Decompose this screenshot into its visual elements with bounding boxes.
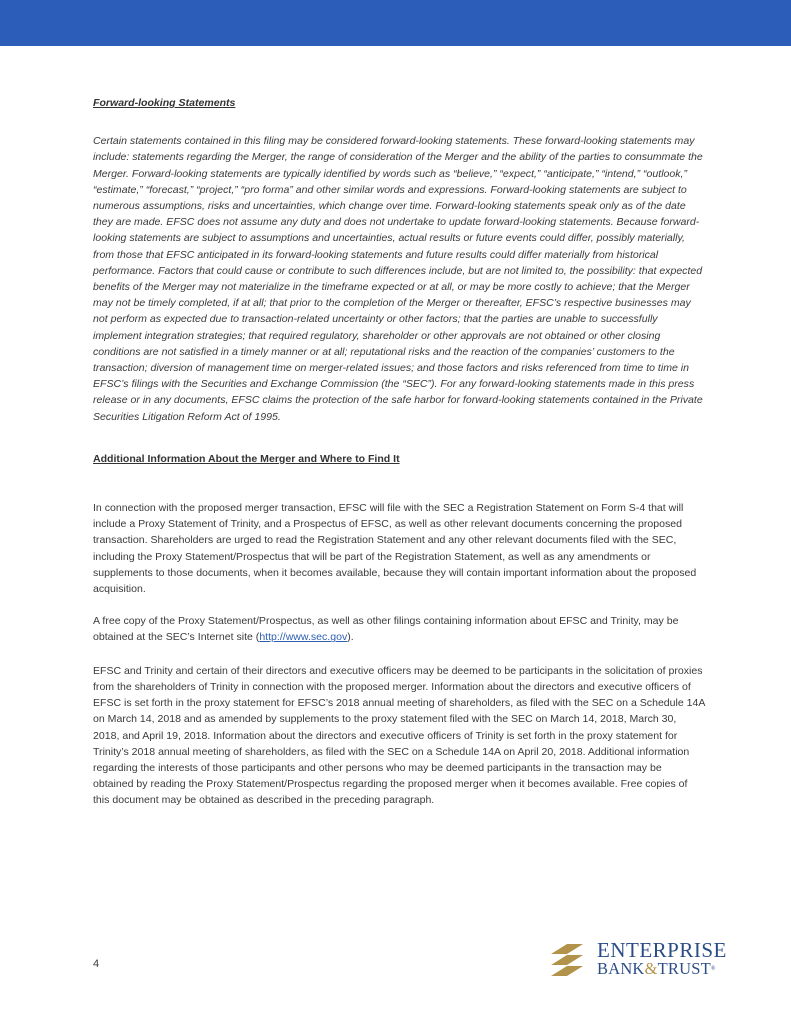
additional-info-paragraph-1: In connection with the proposed merger transaction, EFSC will file with the SEC a Registration Statement on Form S-4 that will include a Proxy Statement of Trinity, and a Prospectus of EFSC, as well as other relevant documents concerning the proposed transaction. Shareholders are urged to read the Registration Statement and any other relevant documents filed with the SEC, including the Proxy Statement/Prospectus that will be part of the Registration Statement, as well as any amendments or supplements to those documents, when it becomes available, because they will contain important information about the proposed acquisition. bbox=[93, 502, 697, 596]
logo-trust-word: TRUST bbox=[657, 959, 711, 978]
additional-info-heading: Additional Information About the Merger and Where to Find It bbox=[93, 452, 400, 465]
paragraph-2-closing: ). bbox=[347, 631, 354, 644]
logo-registered-mark: ® bbox=[710, 966, 716, 972]
enterprise-bank-logo bbox=[549, 940, 739, 980]
additional-info-paragraph-3: EFSC and Trinity and certain of their directors and executive officers may be deemed to be participants in the solicitation of proxies from the shareholders of Trinity in connection with the proposed merger. Information about the directors and executive officers of EFSC is set forth in the proxy statement for EFSC’s 2018 annual meeting of shareholders, as filed with the SEC on a Schedule 14A on March 14, 2018 and as amended by supplements to the proxy statement filed with the SEC on March 14, 2018, March 30, 2018, and April 19, 2018. Information about the directors and executive officers of Trinity is set forth in the proxy statement for Trinity’s 2018 annual meeting of shareholders, as filed with the SEC on a Schedule 14A on April 20, 2018. Additional information regarding the interests of those participants and other persons who may be deemed participants in the transaction may be obtained by reading the Proxy Statement/Prospectus regarding the proposed merger when it becomes available. Free copies of this document may be obtained as described in the preceding paragraph. bbox=[93, 664, 705, 807]
logo-enterprise-text: ENTERPRISE bbox=[597, 938, 727, 962]
additional-info-paragraph-2 bbox=[93, 613, 705, 645]
sec-website-link[interactable]: http://www.sec.gov bbox=[259, 631, 348, 644]
logo-bank-trust-text bbox=[597, 960, 716, 978]
document-body bbox=[93, 95, 705, 809]
logo-stripes-icon bbox=[549, 942, 591, 978]
forward-looking-body: Certain statements contained in this filing may be considered forward-looking statements. These forward-looking statements may include: statements regarding the Merger, the range of consideration of the Merger and the ability of the parties to consummate the Merger. Forward-looking statements are typically identified by words such as “believe,” “expect,” “anticipate,” “intend,” “outlook,” “estimate,” “forecast,” “project,” “pro forma” and other similar words and expressions. Forward-looking statements are subject to numerous assumptions, risks and uncertainties, which change over time. Forward-looking statements speak only as of the date they are made. EFSC does not assume any duty and does not undertake to update forward-looking statements. Because forward-looking statements are subject to assumptions and uncertainties, actual results or future events could differ, possibly materially, from those that EFSC anticipated in its forward-looking statements and future results could differ materially from historical performance. Factors that could cause or contribute to such differences include, but are not limited to, the possibility: that expected benefits of the Merger may not materialize in the timeframe expected or at all, or may be more costly to achieve; that the Merger may not be timely completed, if at all; that prior to the completion of the Merger or thereafter, EFSC’s respective businesses may not perform as expected due to transaction-related uncertainty or other factors; that the parties are unable to successfully implement integration strategies; that required regulatory, shareholder or other approvals are not obtained or other closing conditions are not satisfied in a timely manner or at all; reputational risks and the reaction of the companies’ customers to the transaction; diversion of management time on merger-related issues; and those factors and risks referenced from time to time in EFSC’s filings with the Securities and Exchange Commission (the “SEC”). For any forward-looking statements made in this press release or in any documents, EFSC claims the protection of the safe harbor for forward-looking statements contained in the Private Securities Litigation Reform Act of 1995. bbox=[93, 135, 703, 423]
logo-ampersand: & bbox=[644, 959, 658, 978]
paragraph-2-text: A free copy of the Proxy Statement/Prospectus, as well as other filings containing information about EFSC and Trinity, may be obtained at the SEC’s Internet site ( bbox=[93, 615, 679, 644]
forward-looking-heading: Forward-looking Statements bbox=[93, 97, 236, 109]
header-bar bbox=[0, 0, 791, 46]
page-number: 4 bbox=[93, 958, 100, 970]
logo-bank-word: BANK bbox=[597, 959, 645, 978]
